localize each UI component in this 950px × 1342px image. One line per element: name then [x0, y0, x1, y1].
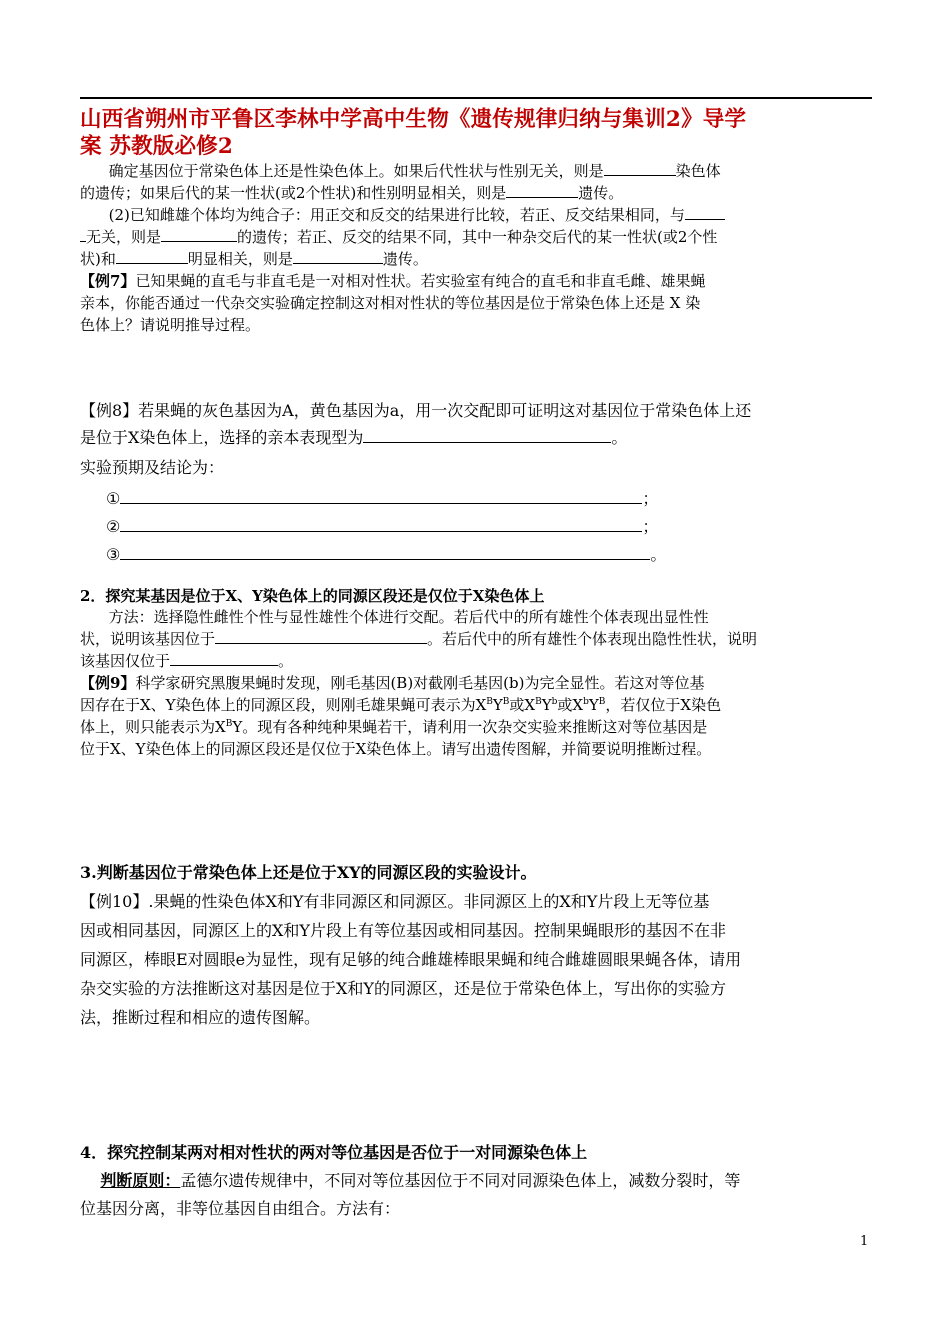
blank[interactable] — [604, 160, 676, 176]
prediction-item: ① ； — [106, 489, 659, 508]
section-4-line-2: 位基因分离，非等位基因自由组合。方法有： — [80, 1199, 401, 1218]
section-2-method-3: 该基因仅位于 。 — [80, 652, 294, 670]
answer-blank[interactable] — [120, 488, 642, 504]
answer-blank[interactable] — [363, 427, 611, 443]
section-4-line-1: 判断原则：孟德尔遗传规律中，不同对等位基因位于不同对同源染色体上，减数分裂时，等 — [100, 1171, 741, 1190]
intro-line-5: 状)和 明显相关，则是 遗传。 — [80, 250, 428, 268]
blank[interactable] — [116, 248, 188, 264]
answer-blank[interactable] — [120, 544, 650, 560]
intro-line-2: 的遗传；如果后代的某一性状(或2个性状)和性别明显相关，则是 遗传。 — [80, 184, 624, 202]
prediction-item: ② ； — [106, 517, 659, 536]
section-2-heading: 2．探究某基因是位于X、Y染色体上的同源区段还是仅位于X染色体上 — [80, 587, 545, 605]
example-9-line-2: 因存在于X、Y染色体上的同源区段，则刚毛雄果蝇可表示为$X^BY^B$或$X^BY^b$或$X^bY^B$，若仅位于X染色 — [80, 696, 722, 714]
blank[interactable] — [685, 204, 725, 220]
example-8-line-3: 实验预期及结论为： — [80, 458, 225, 477]
page-number: 1 — [860, 1234, 869, 1249]
example-9-line-3: 体上，则只能表示为$X^BY$。现有各种纯种果蝇若干，请利用一次杂交实验来推断这对等位基因是 — [80, 718, 708, 736]
blank[interactable] — [161, 226, 237, 242]
prediction-item: ③ 。 — [106, 545, 667, 564]
example-8-line-2: 是位于X染色体上，选择的亲本表现型为 。 — [80, 428, 628, 447]
example-10-line-4: 杂交实验的方法推断这对基因是位于X和Y的同源区，还是位于常染色体上，写出你的实验方 — [80, 979, 726, 998]
answer-blank[interactable] — [170, 650, 278, 666]
example-10-line-1: 【例10】.果蝇的性染色体X和Y有非同源区和同源区。非同源区上的X和Y片段上无等位基 — [80, 892, 710, 911]
blank[interactable] — [506, 182, 578, 198]
example-10-line-3: 同源区，棒眼E对圆眼e为显性，现有足够的纯合雌雄棒眼果蝇和纯合雌雄圆眼果蝇各体，请用 — [80, 950, 742, 969]
example-10-line-5: 法，推断过程和相应的遗传图解。 — [80, 1008, 321, 1027]
intro-line-1: 确定基因位于常染色体上还是性染色体上。如果后代性状与性别无关，则是 染色体 — [108, 162, 721, 180]
answer-blank[interactable] — [120, 516, 642, 532]
example-10-line-2: 因或相同基因，同源区上的X和Y片段上有等位基因或相同基因。控制果蝇眼形的基因不在非 — [80, 921, 726, 940]
blank[interactable] — [293, 248, 383, 264]
example-7-line-3: 色体上？请说明推导过程。 — [80, 316, 261, 334]
intro-line-4: 无关，则是 的遗传；若正、反交的结果不同，其中一种杂交后代的某一性状(或2个性 — [80, 226, 875, 248]
section-4-heading: 4．探究控制某两对相对性状的两对等位基因是否位于一对同源染色体上 — [80, 1143, 588, 1162]
document-title: 山西省朔州市平鲁区李林中学高中生物《遗传规律归纳与集训2》导学 案 苏教版必修2 — [80, 107, 747, 159]
section-2-method-1: 方法：选择隐性雌性个性与显性雄性个体进行交配。若后代中的所有雄性个体表现出显性性 — [108, 608, 709, 626]
section-2-method-2: 状，说明该基因位于 。若后代中的所有雄性个体表现出隐性性状，说明 — [80, 630, 758, 648]
section-3-heading: 3.判断基因位于常染色体上还是位于XY的同源区段的实验设计。 — [80, 863, 537, 882]
intro-line-3: (2)已知雌雄个体均为纯合子：用正交和反交的结果进行比较，若正、反交结果相同，与 — [80, 204, 875, 226]
header-rule — [80, 97, 872, 99]
example-8-line-1: 【例8】若果蝇的灰色基因为A，黄色基因为a，用一次交配即可证明这对基因位于常染色体上还 — [80, 401, 752, 420]
answer-blank[interactable] — [215, 628, 427, 644]
example-9-line-1: 【例9】科学家研究黑腹果蝇时发现，刚毛基因(B)对截刚毛基因(b)为完全显性。若这对等位基 — [80, 674, 705, 692]
example-9-line-4: 位于X、Y染色体上的同源区段还是仅位于X染色体上。请写出遗传图解，并简要说明推断过程。 — [80, 740, 712, 758]
example-7-line-2: 亲本，你能否通过一代杂交实验确定控制这对相对性状的等位基因是位于常染色体上还是 X 染 — [80, 294, 701, 312]
example-7-line-1: 【例7】已知果蝇的直毛与非直毛是一对相对性状。若实验室有纯合的直毛和非直毛雌、雄果蝇 — [80, 272, 706, 290]
